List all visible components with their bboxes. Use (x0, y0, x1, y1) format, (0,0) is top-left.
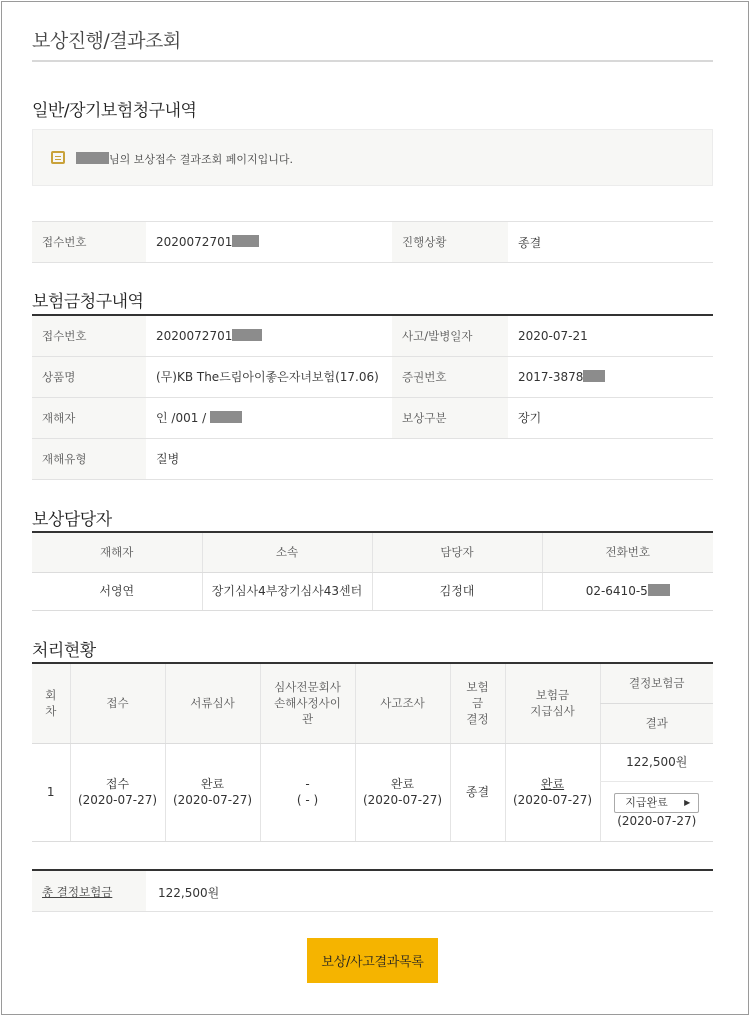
cell-value: 종결 (450, 743, 505, 841)
cell-value: 1 (32, 743, 70, 841)
payment-complete-label: 지급완료 (625, 796, 668, 809)
column-header: 접수 (70, 663, 165, 743)
cell-value (505, 743, 600, 841)
table-row (32, 438, 713, 479)
result-cell (600, 781, 713, 841)
masked-name (76, 152, 109, 164)
cell-key: 보상구분 (392, 397, 508, 438)
table-row (32, 572, 713, 610)
column-header: 결정보험금 (600, 663, 713, 703)
progress-status-label: 진행상황 (392, 222, 508, 263)
victim-text: 인 /001 / (156, 411, 207, 425)
column-header: 소속 (202, 532, 372, 572)
column-header: 전화번호 (542, 532, 713, 572)
phone-text: 02-6410-5 (585, 584, 648, 598)
cell-value (508, 356, 713, 397)
cell-value: (무)KB The드림아이좋은자녀보험(17.06) (146, 356, 392, 397)
masked-digits (648, 584, 670, 596)
cell-empty (508, 438, 713, 479)
claim-receipt-text: 2020072701 (156, 328, 233, 343)
column-header: 회 차 (32, 663, 70, 743)
cell-value: 김정대 (372, 572, 542, 610)
total-row (32, 869, 713, 912)
cell-key: 접수번호 (32, 315, 146, 356)
manager-heading: 보상담당자 (32, 510, 112, 530)
cell-value (146, 315, 392, 356)
claim-result-list-button[interactable]: 보상/사고결과목록 (307, 938, 438, 983)
cell-empty (392, 438, 508, 479)
column-header: 심사전문회사 손해사정사이 관 (260, 663, 355, 743)
cell-value (542, 572, 713, 610)
table-row (32, 222, 713, 263)
process-table (32, 662, 713, 842)
masked-digits (232, 329, 262, 341)
cell-value: 완료 (2020-07-27) (355, 743, 450, 841)
receipt-number-value (146, 222, 392, 263)
total-value: 122,500원 (158, 886, 220, 900)
general-claims-heading: 일반/장기보험청구내역 (32, 101, 197, 121)
result-date: (2020-07-27) (617, 814, 697, 828)
message-icon (51, 151, 65, 164)
cell-key: 재해유형 (32, 438, 146, 479)
notice-box (32, 129, 713, 186)
title-divider (32, 60, 713, 62)
receipt-number-text: 2020072701 (156, 235, 233, 249)
cell-value: 장기 (508, 397, 713, 438)
cell-value: 접수 (2020-07-27) (70, 743, 165, 841)
cell-value: - ( - ) (260, 743, 355, 841)
receipt-number-label: 접수번호 (32, 222, 146, 263)
claim-details-heading: 보험금청구내역 (32, 292, 144, 312)
policy-number-text: 2017-3878 (518, 369, 584, 384)
cell-value: 질병 (146, 438, 392, 479)
masked-digits (583, 370, 605, 382)
column-header: 결과 (600, 703, 713, 743)
total-label: 총 결정보험금 (32, 871, 146, 911)
column-header: 보험금 지급심사 (505, 663, 600, 743)
table-header-row (32, 663, 713, 703)
page-title: 보상진행/결과조회 (32, 30, 181, 52)
cell-value: 서영연 (32, 572, 202, 610)
cell-value (146, 397, 392, 438)
cell-key: 재해자 (32, 397, 146, 438)
progress-status-value: 종결 (508, 222, 713, 263)
manager-table (32, 531, 713, 611)
table-header-row (32, 532, 713, 572)
table-row (32, 397, 713, 438)
notice-text: 님의 보상접수 결과조회 페이지입니다. (109, 153, 294, 166)
process-heading: 처리현황 (32, 641, 96, 661)
cell-key: 상품명 (32, 356, 146, 397)
receipt-status-table (32, 221, 713, 263)
cell-key: 증권번호 (392, 356, 508, 397)
masked-digits (232, 235, 259, 247)
column-header: 재해자 (32, 532, 202, 572)
payment-review-date: (2020-07-27) (512, 793, 593, 807)
claim-details-table (32, 314, 713, 480)
masked-name (210, 411, 242, 423)
column-header: 서류심사 (165, 663, 260, 743)
table-row (32, 356, 713, 397)
payment-complete-button[interactable] (614, 793, 699, 813)
cell-value: 완료 (2020-07-27) (165, 743, 260, 841)
column-header: 사고조사 (355, 663, 450, 743)
table-row (32, 315, 713, 356)
cell-value: 장기심사4부장기심사43센터 (202, 572, 372, 610)
column-header: 담당자 (372, 532, 542, 572)
column-header: 보험 금 결정 (450, 663, 505, 743)
table-row (32, 743, 713, 781)
cell-value: 2020-07-21 (508, 315, 713, 356)
decided-amount-value: 122,500원 (600, 743, 713, 781)
cell-key: 사고/발병일자 (392, 315, 508, 356)
notice-message (76, 151, 293, 167)
triangle-right-icon: ▶ (684, 798, 691, 807)
payment-review-link[interactable]: 완료 (540, 777, 565, 791)
